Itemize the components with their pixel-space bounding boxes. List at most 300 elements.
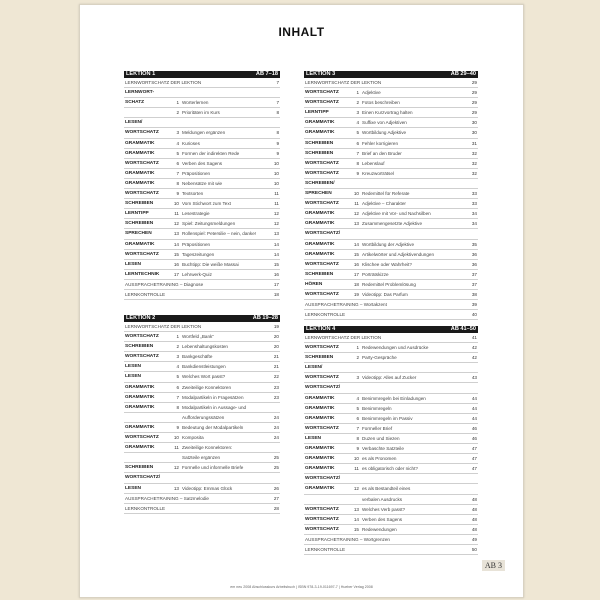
toc-page-number: 46 — [471, 435, 477, 441]
toc-exercise-number: 3 — [176, 130, 179, 136]
toc-exercise-number: 3 — [356, 110, 359, 116]
toc-page-number: 8 — [276, 130, 279, 136]
toc-row — [304, 219, 478, 229]
toc-page-number: 15 — [273, 261, 279, 267]
toc-row — [304, 495, 478, 505]
toc-exercise-number: 5 — [356, 130, 359, 136]
toc-entry-title: Kurioses — [182, 140, 200, 146]
toc-category: SCHREIBEN — [125, 221, 154, 227]
toc-category: WORTSCHATZ — [125, 435, 159, 441]
toc-page-number: 39 — [471, 302, 477, 308]
toc-category: WORTSCHATZ — [305, 160, 339, 166]
toc-category: WORTSCHATZ — [305, 201, 339, 207]
toc-page-number: 29 — [471, 110, 477, 116]
toc-page-number: 21 — [273, 354, 279, 360]
toc-page-number: 49 — [471, 536, 477, 542]
toc-entry-title: Benimmregeln im Passiv — [362, 415, 413, 421]
toc-row — [304, 290, 478, 300]
toc-exercise-number: 12 — [173, 465, 179, 471]
toc-row — [124, 443, 280, 453]
toc-page-number: 34 — [471, 211, 477, 217]
toc-exercise-number: 7 — [356, 150, 359, 156]
toc-category: GRAMMATIK — [125, 140, 155, 146]
toc-row — [304, 310, 478, 320]
toc-exercise-number: 8 — [356, 435, 359, 441]
toc-category: WORTSCHATZ — [305, 170, 339, 176]
toc-row — [304, 474, 478, 484]
lesson-header — [304, 326, 478, 333]
toc-page-number: 25 — [273, 455, 279, 461]
lesson-title: LEKTION 3 — [306, 71, 336, 77]
toc-entry-title: AUSSPRACHETRAINING – Diagnose — [125, 281, 204, 287]
toc-entry-title: Benimmregeln — [362, 405, 392, 411]
toc-page-number: 13 — [273, 231, 279, 237]
toc-row — [124, 260, 280, 270]
toc-row — [124, 352, 280, 362]
toc-page-number: 26 — [273, 485, 279, 491]
toc-page-number: 42 — [471, 355, 477, 361]
toc-category: SCHREIBEN — [125, 465, 154, 471]
toc-exercise-number: 13 — [173, 231, 179, 237]
toc-category: WORTSCHATZ — [305, 90, 339, 96]
toc-page-number: 29 — [471, 90, 477, 96]
toc-exercise-number: 8 — [356, 160, 359, 166]
toc-row — [304, 515, 478, 525]
toc-page-number: 48 — [471, 516, 477, 522]
toc-category: WORTSCHATZ — [305, 261, 339, 267]
toc-entry-title: Buchtipp: Die weiße Massai — [182, 261, 239, 267]
toc-entry-title: Verbaschte Satzteile — [362, 446, 404, 452]
toc-category: SCHREIBEN — [305, 355, 334, 361]
toc-page-number: 27 — [273, 495, 279, 501]
toc-row — [304, 383, 478, 393]
toc-exercise-number: 13 — [353, 506, 359, 512]
toc-row — [304, 525, 478, 535]
toc-row — [124, 219, 280, 229]
toc-row — [124, 88, 280, 98]
toc-exercise-number: 9 — [176, 424, 179, 430]
toc-page-number: 47 — [471, 446, 477, 452]
toc-category: SCHREIBEN — [305, 140, 334, 146]
toc-exercise-number: 6 — [356, 140, 359, 146]
toc-page-number: 24 — [273, 435, 279, 441]
toc-entry-title: Verben des Sagens — [182, 160, 223, 166]
lesson-title: LEKTION 4 — [306, 326, 336, 332]
toc-category: LESEN — [305, 435, 321, 441]
toc-row — [304, 159, 478, 169]
toc-category: GRAMMATIK — [125, 445, 155, 451]
toc-entry-title: Rollenspiel: Petersilie – nein, danke! — [182, 231, 257, 237]
toc-exercise-number: 7 — [356, 425, 359, 431]
toc-category: SCHREIBEN — [305, 150, 334, 156]
toc-row — [304, 343, 478, 353]
toc-category: LERNTECHNIK — [125, 271, 160, 277]
toc-page-number: 17 — [273, 281, 279, 287]
toc-entry-title: Textsorten — [182, 191, 204, 197]
toc-category: SCHREIBEN — [305, 271, 334, 277]
lesson-page-range: AB 7–18 — [255, 71, 278, 77]
toc-entry-title: Adjektive mit Vor- und Nachsilben — [362, 211, 431, 217]
toc-category: WORTSCHATZ — [305, 345, 339, 351]
toc-entry-title: Artikelwörter und Adjektivendungen — [362, 251, 435, 257]
toc-row — [304, 149, 478, 159]
toc-page-number: 24 — [273, 414, 279, 420]
toc-exercise-number: 13 — [173, 485, 179, 491]
toc-category: SCHREIBEN — [125, 201, 154, 207]
toc-entry-title: Redewendungen und Ausdrücke — [362, 345, 429, 351]
toc-category: LERNTIPP — [305, 110, 329, 116]
toc-exercise-number: 14 — [173, 241, 179, 247]
toc-category: SPRECHEN — [305, 191, 332, 197]
toc-page-number: 24 — [273, 424, 279, 430]
toc-entry-title: Welches Wort passt? — [182, 374, 226, 380]
toc-row — [304, 505, 478, 515]
lesson-page-range: AB 41–50 — [450, 326, 476, 332]
toc-category: GRAMMATIK — [125, 384, 155, 390]
toc-row — [304, 444, 478, 454]
toc-exercise-number: 11 — [174, 445, 179, 451]
toc-entry-title: Duzen und Siezen — [362, 435, 400, 441]
toc-category: GRAMMATIK — [305, 446, 335, 452]
toc-entry-title: Wortbildung Adjektive — [362, 130, 407, 136]
toc-category: GRAMMATIK — [305, 415, 335, 421]
toc-exercise-number: 15 — [353, 526, 359, 532]
toc-row — [124, 229, 280, 239]
toc-page-number: 21 — [273, 364, 279, 370]
toc-exercise-number: 9 — [176, 191, 179, 197]
toc-category: GRAMMATIK — [305, 120, 335, 126]
toc-row — [124, 322, 280, 332]
toc-category: GRAMMATIK — [305, 241, 335, 247]
toc-exercise-number: 14 — [353, 241, 359, 247]
toc-row — [124, 169, 280, 179]
toc-exercise-number: 16 — [353, 261, 359, 267]
toc-page-number: 48 — [471, 526, 477, 532]
toc-entry-title: Komposita — [182, 435, 204, 441]
toc-row — [124, 149, 280, 159]
toc-entry-title: AUSSPRACHETRAINING – Satzmelodie — [125, 495, 209, 501]
toc-row — [304, 88, 478, 98]
toc-category: HÖREN — [305, 281, 323, 287]
toc-category: WORTSCHATZ — [305, 100, 339, 106]
toc-row — [304, 464, 478, 474]
toc-exercise-number: 4 — [356, 395, 359, 401]
toc-entry-title: Fehler korrigieren — [362, 140, 398, 146]
toc-page-number: 20 — [273, 334, 279, 340]
toc-exercise-number: 10 — [353, 191, 359, 197]
toc-category: GRAMMATIK — [305, 251, 335, 257]
toc-row — [124, 78, 280, 88]
toc-category: GRAMMATIK — [305, 211, 335, 217]
toc-row — [124, 179, 280, 189]
toc-entry-title: AUSSPRACHETRAINING – Wortgrenzen — [305, 536, 390, 542]
toc-entry-title: Nebensätze mit wie — [182, 180, 223, 186]
toc-row — [304, 199, 478, 209]
toc-entry-title: LERNKONTROLLE — [125, 291, 166, 297]
toc-row — [304, 270, 478, 280]
toc-exercise-number: 5 — [176, 150, 179, 156]
toc-page-number: 10 — [273, 160, 279, 166]
toc-category: LESEN — [125, 261, 141, 267]
toc-row — [124, 139, 280, 149]
toc-entry-title: Prioritäten im Kurs — [182, 110, 220, 116]
toc-row — [304, 545, 478, 555]
toc-entry-title: Lesestrategie — [182, 211, 210, 217]
toc-row — [124, 372, 280, 382]
toc-page-number: 30 — [471, 120, 477, 126]
toc-entry-title: Benimmregeln bei Einladungen — [362, 395, 426, 401]
toc-row — [124, 98, 280, 108]
toc-entry-title: Lebenshaltungskosten — [182, 344, 228, 350]
toc-entry-title: es obligatorisch oder nicht? — [362, 466, 418, 472]
toc-entry-title: Verben des Sagens — [362, 516, 403, 522]
toc-exercise-number: 10 — [353, 456, 359, 462]
toc-exercise-number: 3 — [176, 354, 179, 360]
toc-exercise-number: 16 — [173, 261, 179, 267]
toc-page-number: 20 — [273, 344, 279, 350]
lesson-title: LEKTION 1 — [126, 71, 156, 77]
toc-category: WORTSCHATZ — [125, 354, 159, 360]
toc-page-number: 34 — [471, 221, 477, 227]
toc-category: WORTSCHATZ/ — [305, 231, 341, 237]
toc-row — [124, 159, 280, 169]
toc-exercise-number: 7 — [176, 170, 179, 176]
toc-row — [124, 290, 280, 300]
toc-row — [304, 363, 478, 373]
toc-exercise-number: 14 — [353, 516, 359, 522]
toc-category: WORTSCHATZ — [125, 130, 159, 136]
toc-row — [124, 209, 280, 219]
toc-page-number: 41 — [471, 335, 477, 340]
toc-row — [124, 362, 280, 372]
toc-entry-title: Präpositionen — [182, 170, 211, 176]
toc-exercise-number: 3 — [356, 375, 359, 381]
toc-exercise-number: 12 — [353, 211, 359, 217]
toc-category: GRAMMATIK — [125, 424, 155, 430]
toc-entry-title: Spiel: Zeitungsmeldungen — [182, 221, 236, 227]
toc-entry-title: es als Bestandteil eines — [362, 486, 411, 492]
toc-page-number: 9 — [276, 150, 279, 156]
toc-entry-title: Einen Kurzvortrag halten — [362, 110, 413, 116]
toc-entry-title: Satzteile ergänzen — [182, 455, 221, 461]
toc-page-number: 29 — [471, 80, 477, 85]
toc-entry-title: Adjektive — [362, 90, 381, 96]
toc-category: GRAMMATIK — [305, 395, 335, 401]
toc-exercise-number: 8 — [176, 180, 179, 186]
toc-category: LESEN/ — [305, 365, 323, 371]
toc-exercise-number: 17 — [353, 271, 359, 277]
lesson-3-table — [304, 71, 478, 320]
page-number-label: AB 3 — [482, 560, 505, 571]
toc-row — [304, 118, 478, 128]
toc-exercise-number: 4 — [356, 120, 359, 126]
lesson-page-range: AB 19–28 — [252, 315, 278, 321]
toc-page-number: 32 — [471, 160, 477, 166]
toc-category: GRAMMATIK — [125, 394, 155, 400]
toc-row — [124, 413, 280, 423]
toc-category: WORTSCHATZ/ — [125, 475, 161, 481]
toc-category: SCHREIBEN/ — [305, 180, 335, 186]
toc-page-number: 29 — [471, 100, 477, 106]
toc-category: WORTSCHATZ/ — [305, 385, 341, 391]
toc-entry-title: Modalpartikeln in Fragesätzen — [182, 394, 244, 400]
toc-exercise-number: 9 — [356, 446, 359, 452]
toc-category: SCHATZ — [125, 100, 145, 106]
toc-row — [304, 404, 478, 414]
toc-entry-title: Zusammengesetzte Adjektive — [362, 221, 423, 227]
lesson-header — [124, 71, 280, 78]
toc-page-number: 23 — [273, 384, 279, 390]
toc-row — [124, 473, 280, 483]
lesson-header — [124, 315, 280, 322]
toc-row — [124, 250, 280, 260]
toc-entry-title: Lebenslauf — [362, 160, 385, 166]
toc-category: LESEN/ — [125, 120, 143, 126]
toc-page-number: 37 — [471, 281, 477, 287]
toc-exercise-number: 18 — [353, 281, 359, 287]
toc-page-number: 23 — [273, 394, 279, 400]
toc-row — [304, 280, 478, 290]
toc-entry-title: es als Pronomen — [362, 456, 397, 462]
toc-category: LESEN — [125, 364, 141, 370]
toc-row — [124, 383, 280, 393]
toc-exercise-number: 13 — [353, 221, 359, 227]
toc-category: LERNWORT- — [125, 90, 155, 96]
toc-page-number: 14 — [273, 241, 279, 247]
toc-row — [304, 229, 478, 239]
toc-page-number: 48 — [471, 506, 477, 512]
toc-exercise-number: 15 — [173, 251, 179, 257]
toc-exercise-number: 6 — [176, 384, 179, 390]
toc-entry-title: LERNKONTROLLE — [305, 312, 346, 318]
toc-entry-title: Lehrwerk-Quiz — [182, 271, 212, 277]
toc-entry-title: Welches Verb passt? — [362, 506, 406, 512]
toc-page-number: 16 — [273, 271, 279, 277]
document-page — [79, 4, 524, 598]
toc-exercise-number: 11 — [354, 466, 359, 472]
toc-category: WORTSCHATZ — [305, 291, 339, 297]
toc-row — [124, 393, 280, 403]
toc-page-number: 47 — [471, 456, 477, 462]
toc-entry-title: Porträtskizze — [362, 271, 389, 277]
toc-row — [304, 300, 478, 310]
toc-entry-title: Wortfeld „Bank“ — [182, 334, 214, 340]
lesson-page-range: AB 29–40 — [450, 71, 476, 77]
toc-page-number: 36 — [471, 261, 477, 267]
toc-row — [304, 434, 478, 444]
toc-entry-title: Videotipp: Alles auf Zucker — [362, 375, 417, 381]
toc-exercise-number: 5 — [176, 374, 179, 380]
toc-entry-title: Klischee oder Wahrheit? — [362, 261, 412, 267]
toc-entry-title: Meldungen ergänzen — [182, 130, 226, 136]
toc-exercise-number: 1 — [176, 334, 179, 340]
toc-exercise-number: 19 — [353, 291, 359, 297]
toc-category: WORTSCHATZ — [305, 375, 339, 381]
toc-entry-title: Aufforderungssätzen — [182, 414, 225, 420]
footer-imprint: em neu 2008 Abschlusskurs Arbeitsbuch | ISBN 978-3-19-011697-7 | Hueber Verlag 2008 — [230, 585, 373, 589]
toc-page-number: 48 — [471, 496, 477, 502]
toc-entry-title: Videotipp: Emmas Glück — [182, 485, 233, 491]
toc-entry-title: Redewendungen — [362, 526, 397, 532]
toc-exercise-number: 8 — [176, 404, 179, 410]
toc-row — [304, 189, 478, 199]
toc-exercise-number: 7 — [176, 394, 179, 400]
toc-category: GRAMMATIK — [305, 466, 335, 472]
toc-row — [124, 189, 280, 199]
toc-row — [124, 128, 280, 138]
toc-row — [304, 179, 478, 189]
toc-row — [304, 484, 478, 494]
toc-entry-title: verbalen Ausdrucks — [362, 496, 403, 502]
toc-exercise-number: 5 — [356, 405, 359, 411]
toc-entry-title: Worterlernen — [182, 100, 209, 106]
toc-entry-title: Videotipp: Das Parfum — [362, 291, 408, 297]
toc-row — [304, 78, 478, 88]
toc-page-number: 47 — [471, 466, 477, 472]
toc-page-number: 25 — [273, 465, 279, 471]
toc-category: GRAMMATIK — [125, 150, 155, 156]
toc-category: WORTSCHATZ — [305, 425, 339, 431]
toc-row — [124, 453, 280, 463]
toc-row — [304, 169, 478, 179]
toc-exercise-number: 15 — [353, 251, 359, 257]
toc-entry-title: Vom Stichwort zum Text — [182, 201, 231, 207]
toc-entry-title: Bankdienstleistungen — [182, 364, 226, 370]
toc-page-number: 12 — [273, 211, 279, 217]
toc-exercise-number: 1 — [176, 100, 179, 106]
toc-entry-title: AUSSPRACHETRAINING – Wortakzent — [305, 302, 387, 308]
toc-page-number: 46 — [471, 425, 477, 431]
toc-entry-title: Tageszeitungen — [182, 251, 215, 257]
toc-row — [304, 414, 478, 424]
toc-page-number: 44 — [471, 405, 477, 411]
toc-page-number: 28 — [273, 505, 279, 511]
toc-category: WORTSCHATZ — [305, 506, 339, 512]
toc-entry-title: Zweiteilige Konnektoren — [182, 384, 232, 390]
toc-page-number: 10 — [273, 180, 279, 186]
lesson-header — [304, 71, 478, 78]
toc-page-number: 30 — [471, 130, 477, 136]
toc-page-number: 11 — [274, 191, 279, 197]
toc-entry-title: Modalpartikeln in Aussage- und — [182, 404, 247, 410]
toc-entry-title: LERNKONTROLLE — [305, 546, 346, 552]
toc-page-number: 22 — [273, 374, 279, 380]
toc-category: WORTSCHATZ — [125, 251, 159, 257]
toc-entry-title: Formelle und informelle Briefe — [182, 465, 244, 471]
lesson-1-table — [124, 71, 280, 300]
toc-category: GRAMMATIK — [125, 404, 155, 410]
toc-category: WORTSCHATZ/ — [305, 476, 341, 482]
toc-category: LESEN — [125, 374, 141, 380]
toc-row — [304, 250, 478, 260]
toc-category: GRAMMATIK — [305, 221, 335, 227]
toc-page-number: 44 — [471, 395, 477, 401]
toc-row — [304, 108, 478, 118]
toc-page-number: 12 — [273, 221, 279, 227]
toc-entry-title: Redemittel für Referate — [362, 191, 410, 197]
toc-category: WORTSCHATZ — [125, 191, 159, 197]
toc-row — [304, 139, 478, 149]
toc-row — [304, 373, 478, 383]
toc-exercise-number: 10 — [173, 201, 179, 207]
toc-exercise-number: 4 — [176, 364, 179, 370]
toc-entry-title: Bedeutung der Modalpartikeln — [182, 424, 244, 430]
toc-page-number: 38 — [471, 291, 477, 297]
toc-page-number: 11 — [274, 201, 279, 207]
toc-page-number: 50 — [471, 546, 477, 552]
toc-entry-title: Kreuzworträtsel — [362, 170, 394, 176]
toc-entry-title: LERNWORTSCHATZ DER LEKTION — [125, 80, 202, 85]
